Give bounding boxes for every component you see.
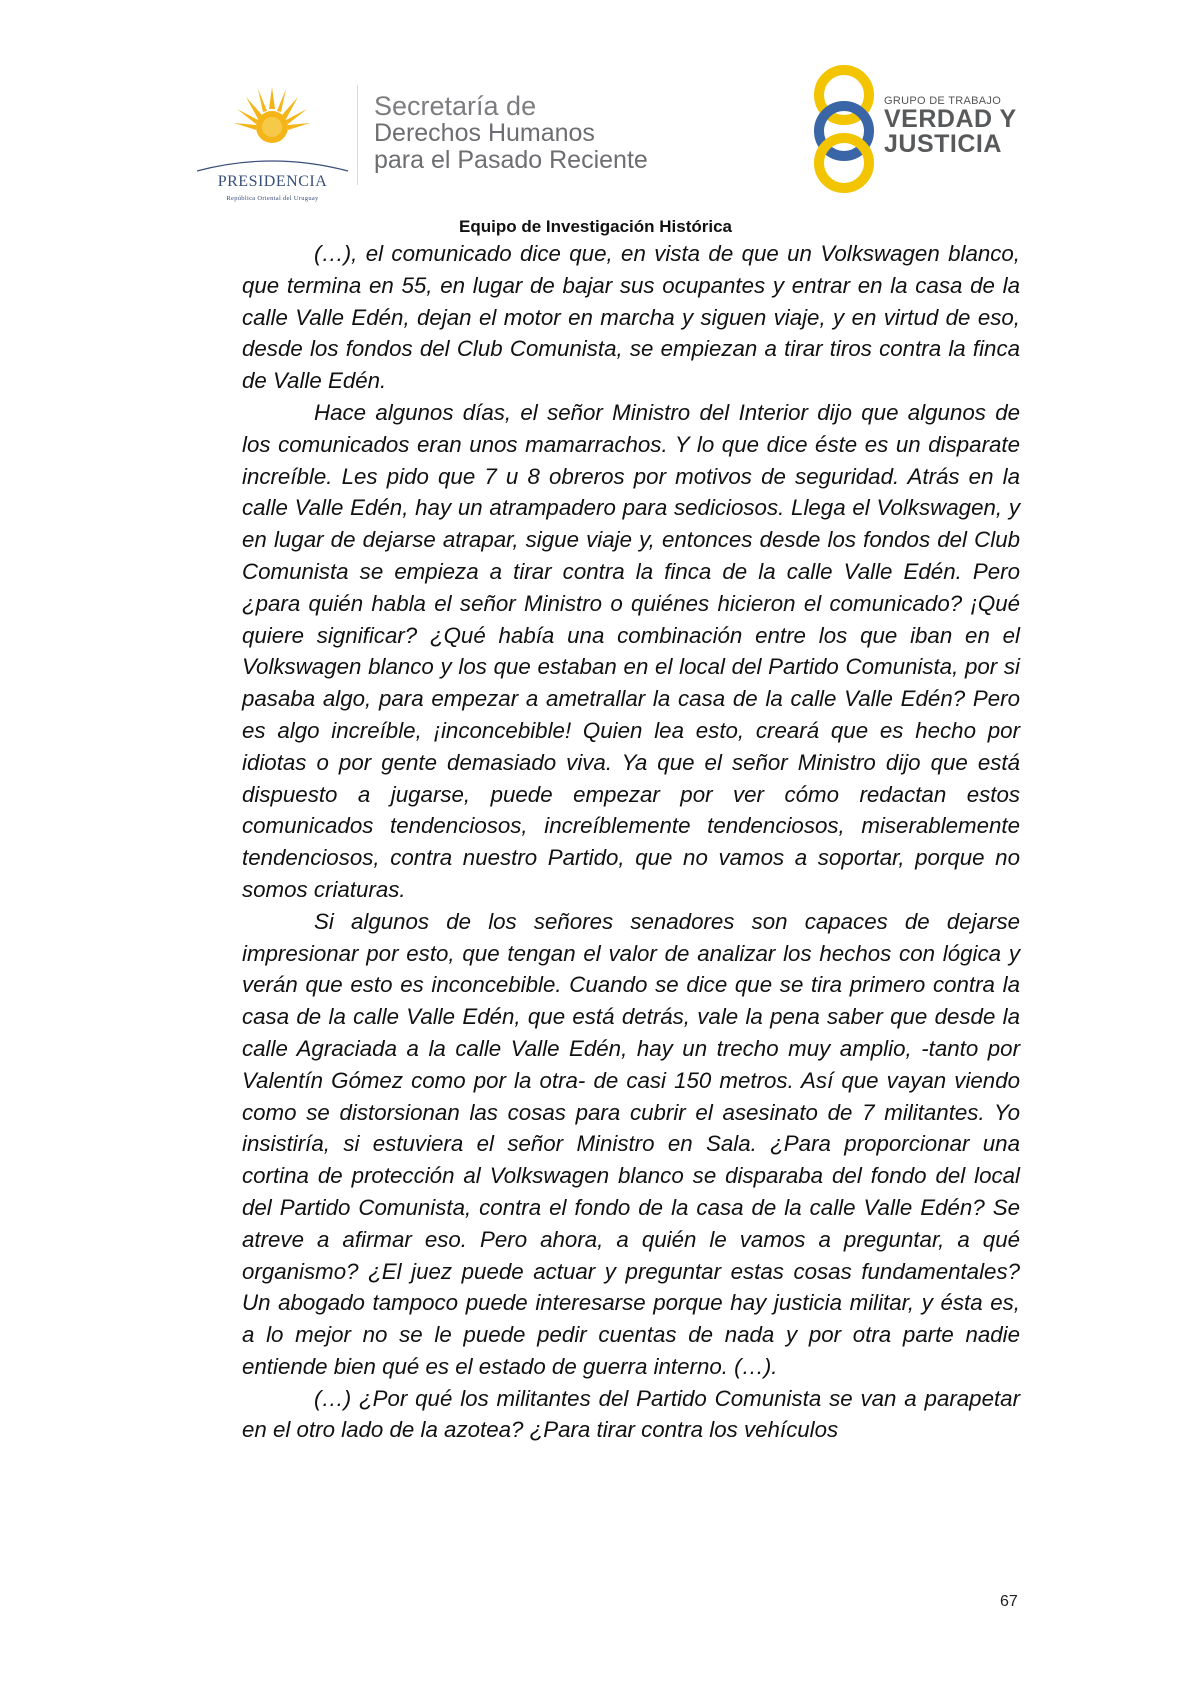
vj-line2: VERDAD Y [884,105,1017,133]
rings-icon [808,63,888,193]
verdad-justicia-text [884,95,1017,157]
header-divider [357,85,358,185]
paragraph: Hace algunos días, el señor Ministro del Interior dijo que algunos de los comunicados eran unos mamarrachos. Y lo que dice éste es un disparate increíble. Les pido que 7 u 8 obreros por motivos de seguridad. Atrás en la calle Valle Edén, hay un atrampadero para sediciosos. Llega el Volkswagen, y en lugar de dejarse atrapar, sigue viaje y, entonces desde los fondos del Club Comunista se empieza a tirar contra la finca de la calle Valle Edén. Pero ¿para quién habla el señor Ministro o quiénes hicieron el comunicado? ¡Qué quiere significar? ¿Qué había una combinación entre los que iban en el Volkswagen blanco y los que estaban en el local del Partido Comunista, por si pasaba algo, para empezar a ametrallar la casa de la calle Valle Edén? Pero es algo increíble, ¡inconcebible! Quien lea esto, creará que es hecho por idiotas o por gente demasiado viva. Ya que el señor Ministro dijo que está dispuesto a jugarse, puede empezar por ver cómo redactan estos comunicados tendenciosos, increíblemente tendenciosos, miserablemente tendenciosos, contra nuestro Partido, que no vamos a soportar, porque no somos criaturas. [242,399,1020,902]
presidencia-logo [195,85,350,202]
vj-line3: JUSTICIA [884,130,1002,158]
paragraph: Si algunos de los señores senadores son capaces de dejarse impresionar por esto, que tengan el valor de analizar los hechos con lógica y verán que esto es inconcebible. Cuando se dice que se tira primero contra la casa de la calle Valle Edén, que está detrás, vale la pena saber que desde la calle Agraciada a la calle Valle Edén, hay un trecho muy amplio, -tanto por Valentín Gómez como por la otra- de casi 150 metros. Así que vayan viendo como se distorsionan las cosas para cubrir el asesinato de 7 militantes. Yo insistiría, si estuviera el señor Ministro en Sala. ¿Para proporcionar una cortina de protección al Volkswagen blanco se disparaba del fondo del local del Partido Comunista, contra el fondo de la casa de la calle Valle Edén? Se atreve a afirmar eso. Pero ahora, a quién le vamos a preguntar, a qué organismo? ¿El juez puede actuar y preguntar estas cosas fundamentales? Un abogado tampoco puede interesarse porque hay justicia militar, y ésta es, a lo mejor no se le puede pedir cuentas de nada y por otra parte nadie entiende bien qué es el estado de guerra interno. (…). [242,908,1020,1379]
body-text [242,238,1020,1446]
page-header [0,55,1191,205]
secretaria-line3: para el Pasado Reciente [374,146,648,174]
team-title: Equipo de Investigación Histórica [459,217,732,236]
paragraph: (…) ¿Por qué los militantes del Partido Comunista se van a parapetar en el otro lado de la azotea? ¿Para tirar contra los vehículos [242,1385,1020,1443]
secretaria-line2: Derechos Humanos [374,119,595,147]
verdad-justicia-logo [808,63,1018,193]
presidencia-name: PRESIDENCIA [217,173,328,190]
page-number: 67 [1000,1593,1018,1610]
paragraph: (…), el comunicado dice que, en vista de que un Volkswagen blanco, que termina en 55, en lugar de bajar sus ocupantes y entrar en la casa de la calle Valle Edén, dejan el motor en marcha y siguen viaje, y en virtud de eso, desde los fondos del Club Comunista, se empiezan a tirar tiros contra la finca de Valle Edén. [242,241,1020,394]
presidencia-subtitle: República Oriental del Uruguay [226,195,319,202]
secretaria-line1: Secretaría de [374,91,537,121]
secretaria-logo-text [374,93,648,174]
sun-icon [232,85,312,160]
arc-icon [195,155,350,175]
vj-line1: GRUPO DE TRABAJO [884,95,1002,107]
